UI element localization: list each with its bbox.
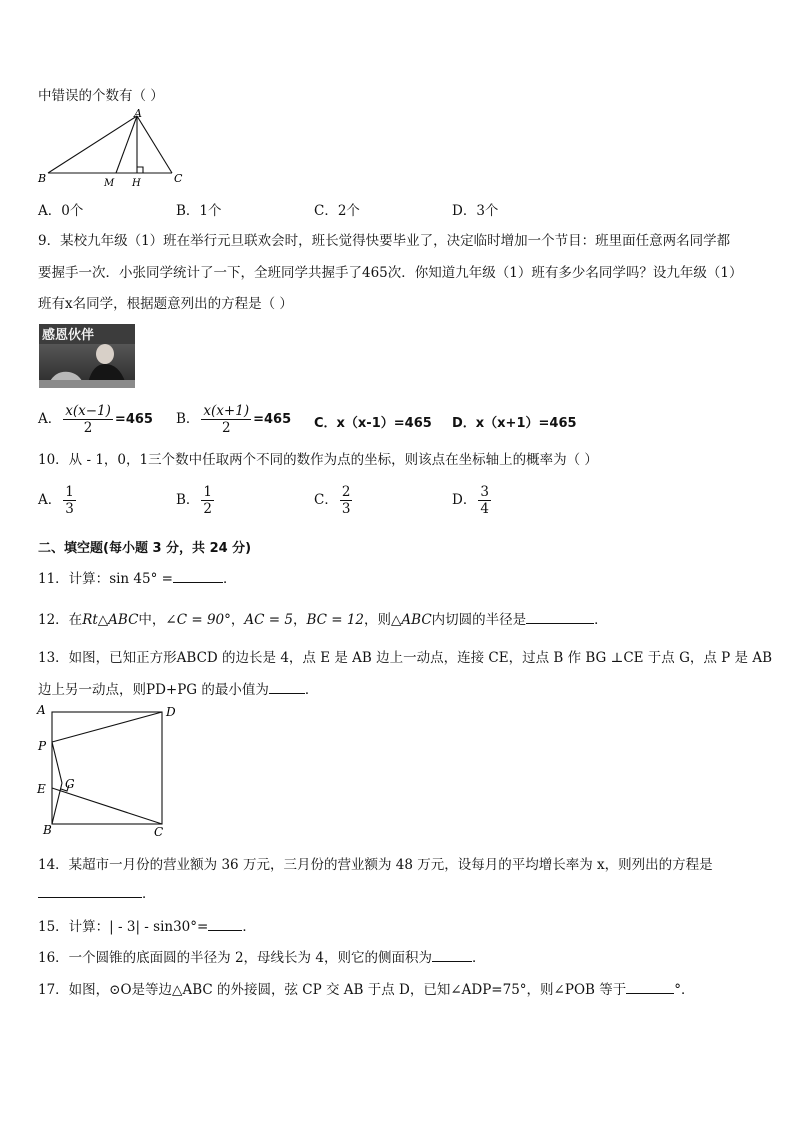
- q13-stem-line2: 边上另一动点，则PD+PG 的最小值为 ．: [38, 678, 318, 698]
- q12-answer-blank: [526, 609, 594, 624]
- right-angle-mark: [137, 167, 143, 173]
- q10-stem: 10．从 - 1，0，1三个数中任取两个不同的数作为点的坐标，则该点在坐标轴上的概率为（ ）: [38, 452, 598, 468]
- q9-option-a: A． $\frac{x(x-1)}{2}$ =465: [38, 403, 153, 436]
- q16: 16．一个圆锥的底面圆的半径为 2，母线长为 4，则它的侧面积为 ．: [38, 946, 485, 966]
- side-ac: [137, 116, 172, 173]
- q14-answer-blank: [38, 883, 142, 898]
- label-b: B: [38, 172, 47, 185]
- svg-text:感恩伙伴: 感恩伙伴: [42, 328, 95, 343]
- q16-answer-blank: [432, 947, 472, 962]
- label-p: P: [38, 739, 47, 753]
- q10-option-b: B． $\frac{1}{2}$: [176, 484, 213, 517]
- segment-pd: [52, 712, 162, 742]
- label-b: B: [43, 823, 52, 837]
- label-c: C: [174, 172, 183, 185]
- q9-photo: [39, 324, 135, 388]
- q12: 12．在Rt△ABC中，∠C = 90°，AC = 5，BC = 12，则△ABC内切圆的半径是 ．: [38, 608, 608, 628]
- q17-answer-blank: [626, 979, 674, 994]
- q13-square-figure: [34, 700, 184, 842]
- q15-answer-blank: [208, 916, 242, 931]
- square-abcd: [52, 712, 162, 824]
- q17: 17．如图，⊙O是等边△ABC 的外接圆，弦 CP 交 AB 于点 D，已知∠ADP=75°，则∠POB 等于 °．: [38, 978, 694, 998]
- q9-option-b: B． $\frac{x(x+1)}{2}$ =465: [176, 403, 292, 436]
- q11: 11．计算：sin 45° = ．: [38, 567, 236, 587]
- q9-stem-line2: 要握手一次．小张同学统计了一下，全班同学共握手了465次．你知道九年级（1）班有多少名同学吗？设九年级（1）: [38, 265, 743, 281]
- q8-option-d: D．3个: [452, 203, 499, 219]
- q8-triangle-figure: [34, 108, 194, 190]
- segment-ce: [52, 788, 162, 824]
- segment-am: [116, 116, 137, 173]
- label-h: H: [132, 178, 141, 189]
- side-ba: [48, 116, 137, 173]
- q8-stem-tail: 中错误的个数有（ ）: [38, 88, 164, 104]
- q9-option-c: C．x（x-1）=465: [314, 416, 432, 431]
- label-d: D: [166, 705, 176, 719]
- q13-stem-line1: 13．如图，已知正方形ABCD 的边长是 4，点 E 是 AB 边上一动点，连接 CE，过点 B 作 BG ⊥CE 于点 G，点 P 是 AB: [38, 650, 773, 666]
- label-a: A: [134, 108, 142, 120]
- q15: 15．计算：| - 3| - sin30°= ．: [38, 915, 256, 935]
- label-m: M: [104, 178, 115, 189]
- q10-option-d: D． $\frac{3}{4}$: [452, 484, 489, 517]
- q9-stem-line3: 班有x名同学，根据题意列出的方程是（ ）: [38, 296, 293, 312]
- label-g: G: [65, 777, 75, 791]
- q13-answer-blank: [269, 679, 305, 694]
- q14-stem-line2: ．: [38, 882, 156, 902]
- q8-option-b: B．1个: [176, 203, 222, 219]
- q8-option-c: C．2个: [314, 203, 360, 219]
- label-e: E: [37, 782, 46, 796]
- label-c: C: [154, 825, 164, 839]
- segment-pg: [52, 742, 62, 783]
- label-a: A: [37, 703, 46, 717]
- q14-stem-line1: 14．某超市一月份的营业额为 36 万元，三月份的营业额为 48 万元，设每月的平均增长率为 x，则列出的方程是: [38, 857, 713, 873]
- q9-stem-line1: 9．某校九年级（1）班在举行元旦联欢会时，班长觉得快要毕业了，决定临时增加一个节目：班里面任意两名同学都: [38, 233, 731, 249]
- q11-answer-blank: [173, 568, 223, 583]
- q9-option-d: D．x（x+1）=465: [452, 416, 577, 431]
- q10-option-c: C． $\frac{2}{3}$: [314, 484, 351, 517]
- q10-option-a: A． $\frac{1}{3}$: [38, 484, 74, 517]
- q8-option-a: A．0个: [38, 203, 84, 219]
- section-2-title: 二、填空题(每小题 3 分，共 24 分): [38, 541, 252, 556]
